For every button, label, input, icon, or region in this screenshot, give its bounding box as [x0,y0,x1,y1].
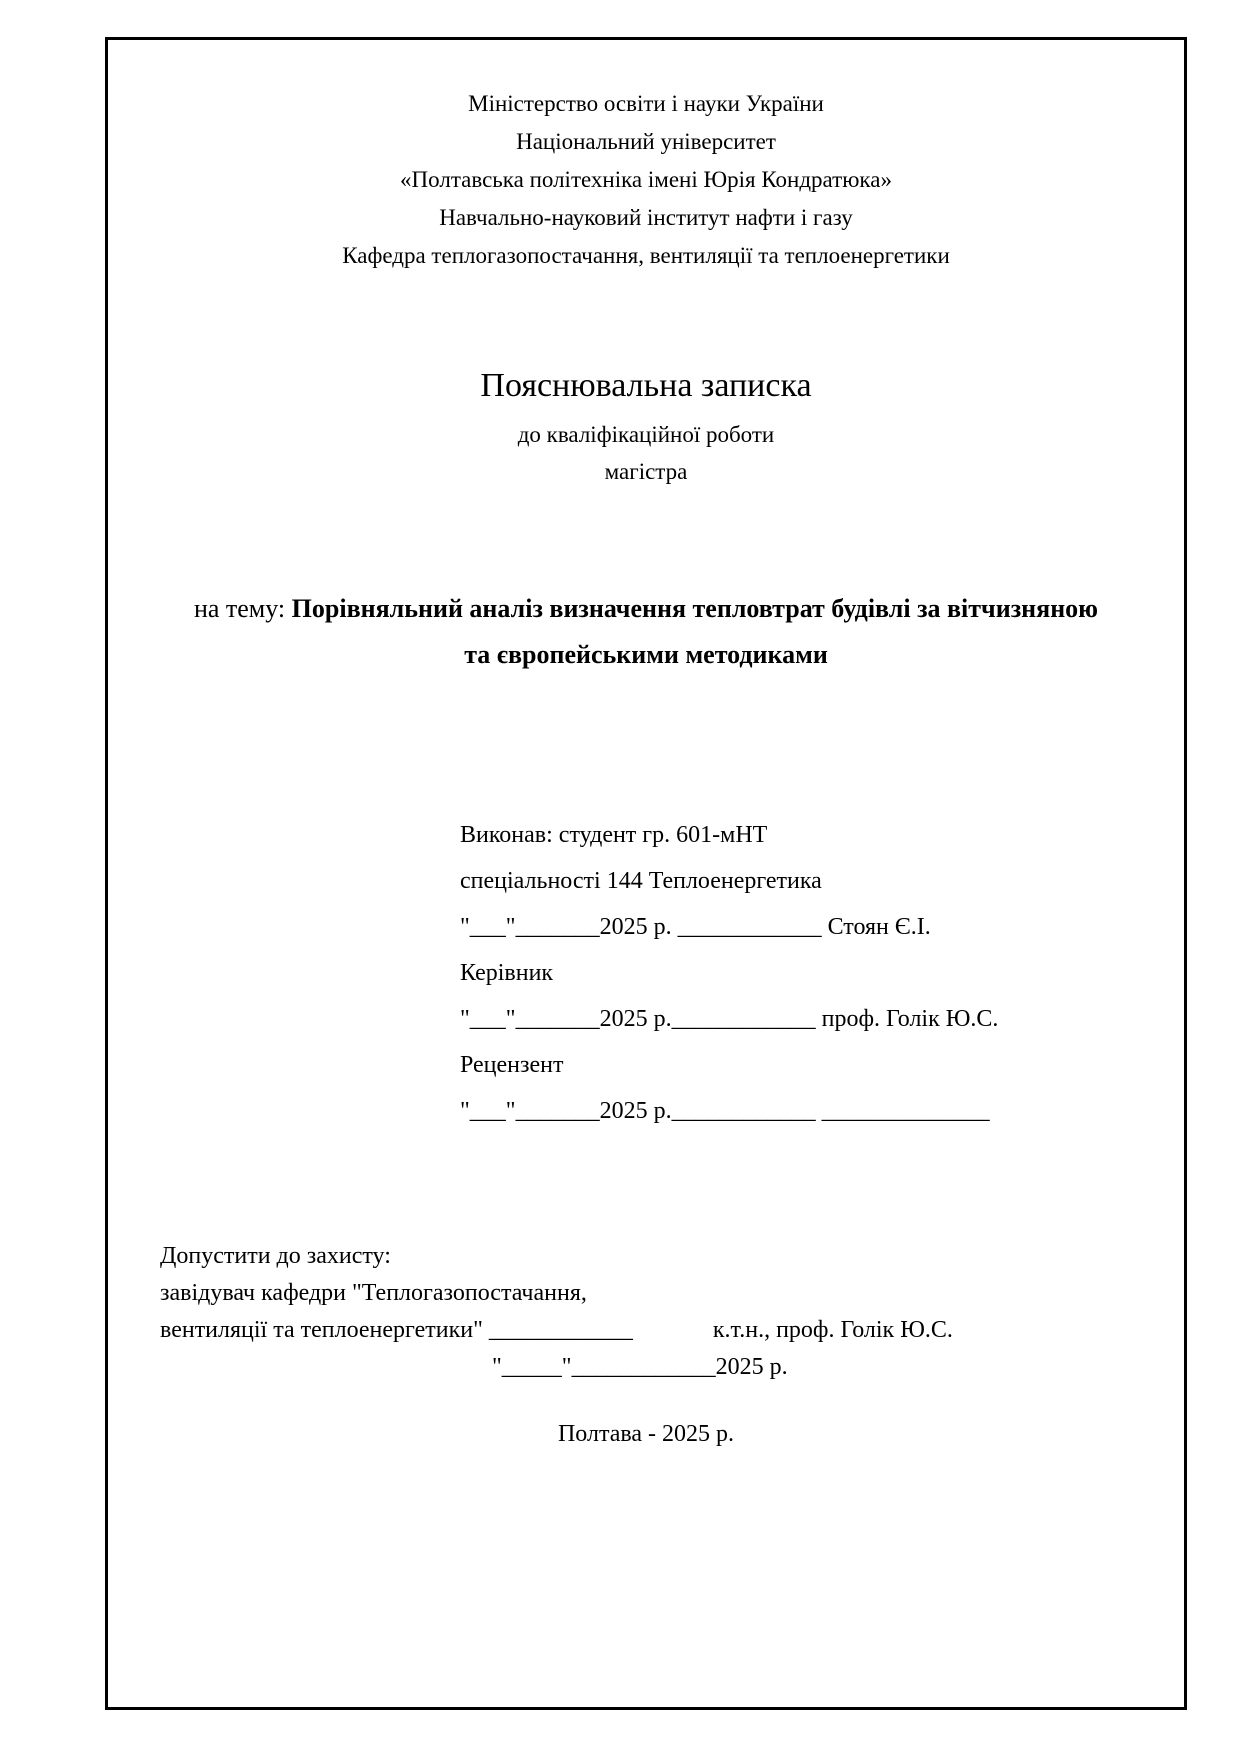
university-line: Національний університет [516,129,776,154]
thesis-topic [178,586,1114,678]
document-title: Пояснювальна записка [480,367,812,404]
page-border [105,37,1187,1710]
reviewer-signature-line: "___"_______2025 р.____________ ______________ [460,1098,990,1124]
supervisor-signature-line: "___"_______2025 р.____________ проф. Голік Ю.С. [460,1006,999,1032]
admission-department-line-1: завідувач кафедри "Теплогазопостачання, [160,1280,587,1306]
specialty-line: спеціальності 144 Теплоенергетика [460,868,822,894]
document-subtitle-2: магістра [604,459,688,484]
supervisor-label: Керівник [460,960,554,986]
executor-signature-line: "___"_______2025 р. ____________ Стоян Є.І. [460,914,931,940]
admission-signature-row [160,1312,1144,1349]
topic-text: Порівняльний аналіз визначення тепловтрат будівлі за вітчизняною та європейськими методиками [291,594,1099,669]
department-line: Кафедра теплогазопостачання, вентиляції та теплоенергетики [342,243,950,268]
admission-block [160,1238,1144,1386]
admission-date-line: "_____"____________2025 р. [492,1354,788,1380]
document-subtitle-1: до кваліфікаційної роботи [517,422,775,447]
ministry-line: Міністерство освіти і науки України [468,91,824,116]
university-name-line: «Полтавська політехніка імені Юрія Кондратюка» [400,167,892,192]
admission-title: Допустити до захисту: [160,1243,391,1269]
admission-department-line-2: вентиляції та теплоенергетики" ____________ [160,1317,633,1343]
institute-line: Навчально-науковий інститут нафти і газу [439,205,853,230]
topic-label: на тему: [193,594,292,623]
reviewer-label: Рецензент [460,1052,564,1078]
head-of-department-name: к.т.н., проф. Голік Ю.С. [712,1317,953,1343]
executor-signatures-block [460,812,1154,1134]
institution-header [108,85,1184,275]
executor-line: Виконав: студент гр. 601-мНТ [460,822,768,848]
city-year-footer: Полтава - 2025 р. [557,1421,735,1447]
document-title-block [108,362,1184,490]
